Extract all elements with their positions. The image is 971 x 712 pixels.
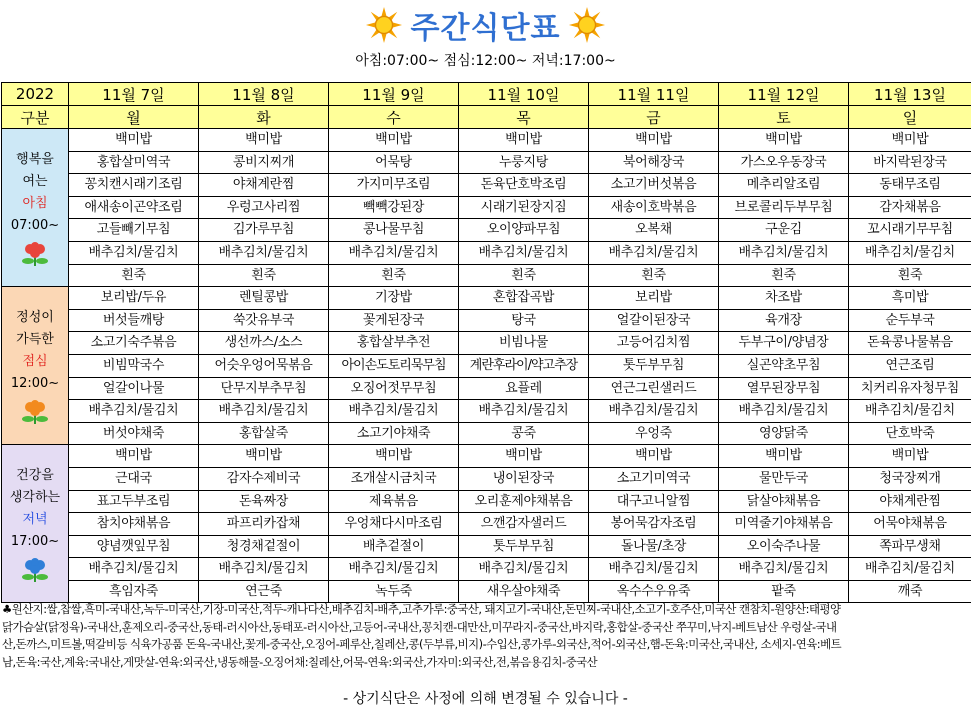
menu-item: 흑미밥	[849, 287, 971, 310]
meal-slogan-line: 가득한	[16, 331, 54, 347]
menu-row	[2, 287, 971, 310]
menu-item: 쑥갓유부국	[199, 309, 329, 332]
menu-item: 배추김치/물김치	[69, 241, 199, 264]
menu-item: 꽃게된장국	[329, 309, 459, 332]
menu-item: 배추김치/물김치	[589, 558, 719, 581]
menu-item: 브로콜리두부무침	[719, 196, 849, 219]
menu-item: 으깬감자샐러드	[459, 513, 589, 536]
menu-item: 비빔막국수	[69, 354, 199, 377]
menu-item: 메추리알조림	[719, 174, 849, 197]
menu-item: 제육볶음	[329, 490, 459, 513]
menu-item: 백미밥	[329, 129, 459, 152]
meal-label-cell	[2, 287, 69, 445]
menu-item: 배추김치/물김치	[849, 241, 971, 264]
menu-item: 양념깻잎무침	[69, 535, 199, 558]
menu-item: 새송이호박볶음	[589, 196, 719, 219]
menu-item: 고들빼기무침	[69, 219, 199, 242]
menu-item: 시래기된장지짐	[459, 196, 589, 219]
category-label: 구분	[2, 106, 69, 129]
date-header-row	[2, 83, 971, 106]
date-header-cell: 11월 13일	[849, 83, 971, 106]
menu-item: 소고기야채죽	[329, 422, 459, 445]
menu-item: 청국장찌개	[849, 467, 971, 490]
menu-item: 백미밥	[589, 445, 719, 468]
menu-item: 배추김치/물김치	[199, 400, 329, 423]
menu-item: 배추김치/물김치	[459, 241, 589, 264]
menu-row	[2, 400, 971, 423]
menu-item: 순두부국	[849, 309, 971, 332]
menu-item: 오리훈제야채볶음	[459, 490, 589, 513]
menu-item: 소고기버섯볶음	[589, 174, 719, 197]
menu-item: 소고기미역국	[589, 467, 719, 490]
menu-item: 옥수수우유죽	[589, 580, 719, 603]
menu-item: 백미밥	[719, 445, 849, 468]
menu-item: 배추김치/물김치	[719, 558, 849, 581]
menu-item: 배추김치/물김치	[329, 400, 459, 423]
menu-item: 계란후라이/약고추장	[459, 354, 589, 377]
menu-item: 콩죽	[459, 422, 589, 445]
menu-item: 백미밥	[69, 445, 199, 468]
menu-item: 조개살시금치국	[329, 467, 459, 490]
weekday-header-cell: 목	[459, 106, 589, 129]
menu-item: 꼬시래기무무침	[849, 219, 971, 242]
sun-icon	[365, 6, 403, 44]
menu-body	[2, 129, 971, 603]
menu-item: 배추김치/물김치	[329, 558, 459, 581]
menu-item: 오복채	[589, 219, 719, 242]
date-header-cell: 11월 9일	[329, 83, 459, 106]
page-header	[0, 0, 971, 80]
menu-item: 새우살야채죽	[459, 580, 589, 603]
menu-item: 흰죽	[199, 264, 329, 287]
menu-item: 어슷우엉어묵볶음	[199, 354, 329, 377]
menu-item: 홍합살죽	[199, 422, 329, 445]
menu-item: 얼갈이된장국	[589, 309, 719, 332]
menu-row	[2, 129, 971, 152]
menu-item: 배추김치/물김치	[199, 558, 329, 581]
date-header-cell: 11월 10일	[459, 83, 589, 106]
menu-row	[2, 422, 971, 445]
menu-item: 백미밥	[459, 445, 589, 468]
year-cell: 2022	[2, 83, 69, 106]
menu-item: 홍합살부추전	[329, 332, 459, 355]
origin-note-line: 닭가슴살(닭정육)-국내산,훈제오리-중국산,동태-러시아산,동태포-러시아산,고등어-국내산,꽁치캔-대만산,미꾸라지-중국산,바지락,홍합살-중국산 쭈꾸미,낙지-베트남산 우렁살-국내	[2, 619, 837, 634]
menu-item: 돌나물/초장	[589, 535, 719, 558]
footer-note: - 상기식단은 사정에 의해 변경될 수 있습니다 -	[343, 691, 628, 707]
menu-item: 탕국	[459, 309, 589, 332]
menu-item: 렌틸콩밥	[199, 287, 329, 310]
menu-item: 백미밥	[849, 445, 971, 468]
menu-item: 비빔나물	[459, 332, 589, 355]
menu-table	[1, 82, 971, 603]
menu-item: 단무지부추무침	[199, 377, 329, 400]
menu-item: 북어해장국	[589, 151, 719, 174]
weekday-header-cell: 수	[329, 106, 459, 129]
menu-item: 김가루무침	[199, 219, 329, 242]
menu-item: 물만두국	[719, 467, 849, 490]
meal-name: 점심	[22, 353, 48, 369]
meal-time: 12:00~	[10, 375, 60, 391]
menu-item: 백미밥	[459, 129, 589, 152]
menu-item: 홍합살미역국	[69, 151, 199, 174]
weekday-header-cell: 토	[719, 106, 849, 129]
menu-row	[2, 377, 971, 400]
menu-item: 흰죽	[459, 264, 589, 287]
meal-time: 17:00~	[10, 533, 60, 549]
menu-row	[2, 264, 971, 287]
menu-row	[2, 241, 971, 264]
meal-label-cell	[2, 129, 69, 287]
menu-item: 어묵탕	[329, 151, 459, 174]
menu-item: 실곤약초무침	[719, 354, 849, 377]
menu-item: 얼갈이나물	[69, 377, 199, 400]
menu-item: 아이손도토리묵무침	[329, 354, 459, 377]
menu-item: 야채계란찜	[849, 490, 971, 513]
menu-item: 오징어젓무무침	[329, 377, 459, 400]
menu-item: 생선까스/소스	[199, 332, 329, 355]
menu-item: 콩비지찌개	[199, 151, 329, 174]
weekday-header-cell: 금	[589, 106, 719, 129]
menu-item: 보리밥	[589, 287, 719, 310]
menu-item: 연근조림	[849, 354, 971, 377]
meal-slogan-line: 정성이	[16, 309, 54, 325]
menu-item: 우렁고사리찜	[199, 196, 329, 219]
menu-item: 혼합잡곡밥	[459, 287, 589, 310]
origin-note-line: ♣원산지:쌀,찹쌀,흑미-국내산,녹두-미국산,기장-미국산,적두-캐나다산,배추김치-배추,고추가루:중국산, 돼지고기-국내산,돈민찌-국내산,소고기-호주산,미국산 캔참치-원양산:태평양	[2, 602, 841, 616]
menu-item: 냉이된장국	[459, 467, 589, 490]
menu-row	[2, 309, 971, 332]
menu-item: 배추김치/물김치	[849, 558, 971, 581]
menu-item: 배추김치/물김치	[459, 400, 589, 423]
menu-item: 오이양파무침	[459, 219, 589, 242]
menu-item: 백미밥	[69, 129, 199, 152]
menu-item: 배추김치/물김치	[459, 558, 589, 581]
menu-row	[2, 445, 971, 468]
menu-item: 배추김치/물김치	[589, 400, 719, 423]
menu-item: 청경채겉절이	[199, 535, 329, 558]
menu-item: 버섯들깨탕	[69, 309, 199, 332]
menu-row	[2, 490, 971, 513]
menu-item: 흰죽	[69, 264, 199, 287]
menu-item: 백미밥	[199, 445, 329, 468]
page-title: 주간식단표	[410, 11, 561, 46]
weekday-header-cell: 월	[69, 106, 199, 129]
origin-note-line: 남,돈육:국산,계육:국내산,게맛살-연육:외국산,냉동해물-오징어채:칠레산,어묵-연육:외국산,가자미:외국산,전,볶음용김치-중국산	[2, 654, 598, 669]
menu-item: 소고기숙주볶음	[69, 332, 199, 355]
date-header-cell: 11월 11일	[589, 83, 719, 106]
title-row	[0, 4, 971, 46]
menu-item: 영양닭죽	[719, 422, 849, 445]
meal-slogan-line: 생각하는	[9, 489, 61, 505]
menu-item: 배추김치/물김치	[849, 400, 971, 423]
menu-item: 애새송이곤약조림	[69, 196, 199, 219]
menu-item: 배추김치/물김치	[199, 241, 329, 264]
menu-item: 열무된장무침	[719, 377, 849, 400]
menu-item: 흰죽	[719, 264, 849, 287]
menu-item: 백미밥	[849, 129, 971, 152]
menu-item: 누룽지탕	[459, 151, 589, 174]
menu-row	[2, 558, 971, 581]
menu-item: 흰죽	[589, 264, 719, 287]
meal-slogan-line: 건강을	[16, 467, 54, 483]
menu-row	[2, 174, 971, 197]
menu-row	[2, 467, 971, 490]
menu-item: 배추김치/물김치	[719, 241, 849, 264]
menu-item: 배추겉절이	[329, 535, 459, 558]
menu-item: 육개장	[719, 309, 849, 332]
menu-item: 오이숙주나물	[719, 535, 849, 558]
menu-item: 흰죽	[849, 264, 971, 287]
menu-item: 미역줄기야채볶음	[719, 513, 849, 536]
meal-name: 저녁	[22, 511, 48, 527]
menu-item: 요플레	[459, 377, 589, 400]
menu-item: 꽁치캔시래기조림	[69, 174, 199, 197]
menu-row	[2, 580, 971, 603]
menu-row	[2, 354, 971, 377]
menu-item: 톳두부무침	[589, 354, 719, 377]
menu-item: 배추김치/물김치	[719, 400, 849, 423]
flower-icon	[18, 241, 52, 267]
menu-item: 봉어묵감자조림	[589, 513, 719, 536]
menu-item: 감자채볶음	[849, 196, 971, 219]
menu-item: 배추김치/물김치	[329, 241, 459, 264]
meal-times: 아침:07:00~ 점심:12:00~ 저녁:17:00~	[355, 53, 616, 69]
menu-item: 참치야채볶음	[69, 513, 199, 536]
origin-note-line: 산,돈까스,미트볼,떡갈비등 식육가공품 돈육-국내산,꽃게-중국산,오징어-페루산,칠레산,콩(두부류,비지)-수입산,콩가루-외국산,적어-외국산,햄-돈육:미국산,국내산, 소세지-연육:베트	[2, 637, 842, 651]
menu-item: 톳두부무침	[459, 535, 589, 558]
menu-item: 우엉죽	[589, 422, 719, 445]
weekday-header-cell: 일	[849, 106, 971, 129]
menu-item: 치커리유자청무침	[849, 377, 971, 400]
origin-notes	[2, 601, 968, 671]
menu-item: 파프리카잡채	[199, 513, 329, 536]
meal-slogan-line: 여는	[22, 173, 48, 189]
menu-item: 차조밥	[719, 287, 849, 310]
meal-name: 아침	[22, 195, 48, 211]
weekday-header-row	[2, 106, 971, 129]
menu-item: 돈육단호박조림	[459, 174, 589, 197]
menu-item: 가스오우동장국	[719, 151, 849, 174]
flower-icon	[18, 399, 52, 425]
date-header-cell: 11월 7일	[69, 83, 199, 106]
menu-item: 두부구이/양념장	[719, 332, 849, 355]
menu-item: 연근그린샐러드	[589, 377, 719, 400]
date-header-cell: 11월 8일	[199, 83, 329, 106]
menu-item: 돈육콩나물볶음	[849, 332, 971, 355]
menu-row	[2, 196, 971, 219]
menu-item: 닭살야채볶음	[719, 490, 849, 513]
menu-row	[2, 332, 971, 355]
meal-slogan-line: 행복을	[16, 151, 54, 167]
menu-item: 백미밥	[329, 445, 459, 468]
menu-item: 팥죽	[719, 580, 849, 603]
menu-item: 바지락된장국	[849, 151, 971, 174]
menu-item: 쪽파무생채	[849, 535, 971, 558]
meal-label-cell	[2, 445, 69, 603]
menu-item: 우엉채다시마조림	[329, 513, 459, 536]
menu-row	[2, 513, 971, 536]
menu-item: 녹두죽	[329, 580, 459, 603]
menu-row	[2, 219, 971, 242]
menu-item: 단호박죽	[849, 422, 971, 445]
sun-icon	[568, 6, 606, 44]
date-header-cell: 11월 12일	[719, 83, 849, 106]
menu-item: 돈육짜장	[199, 490, 329, 513]
menu-item: 빽빽강된장	[329, 196, 459, 219]
menu-item: 버섯야채죽	[69, 422, 199, 445]
menu-row	[2, 535, 971, 558]
menu-item: 보리밥/두유	[69, 287, 199, 310]
weekday-header-cell: 화	[199, 106, 329, 129]
menu-item: 배추김치/물김치	[589, 241, 719, 264]
menu-item: 연근죽	[199, 580, 329, 603]
menu-item: 고등어김치찜	[589, 332, 719, 355]
menu-item: 야채계란찜	[199, 174, 329, 197]
menu-row	[2, 151, 971, 174]
menu-item: 감자수제비국	[199, 467, 329, 490]
menu-item: 기장밥	[329, 287, 459, 310]
flower-icon	[18, 557, 52, 583]
menu-item: 깨죽	[849, 580, 971, 603]
menu-item: 백미밥	[719, 129, 849, 152]
menu-item: 구운김	[719, 219, 849, 242]
menu-item: 흰죽	[329, 264, 459, 287]
menu-item: 대구고니알찜	[589, 490, 719, 513]
meal-time: 07:00~	[10, 217, 60, 233]
menu-item: 흑임자죽	[69, 580, 199, 603]
menu-item: 배추김치/물김치	[69, 400, 199, 423]
menu-item: 근대국	[69, 467, 199, 490]
menu-item: 콩나물무침	[329, 219, 459, 242]
menu-item: 백미밥	[199, 129, 329, 152]
menu-item: 배추김치/물김치	[69, 558, 199, 581]
menu-item: 백미밥	[589, 129, 719, 152]
menu-item: 동태무조림	[849, 174, 971, 197]
menu-item: 표고두부조림	[69, 490, 199, 513]
menu-item: 가지미무조림	[329, 174, 459, 197]
menu-item: 어묵야채볶음	[849, 513, 971, 536]
